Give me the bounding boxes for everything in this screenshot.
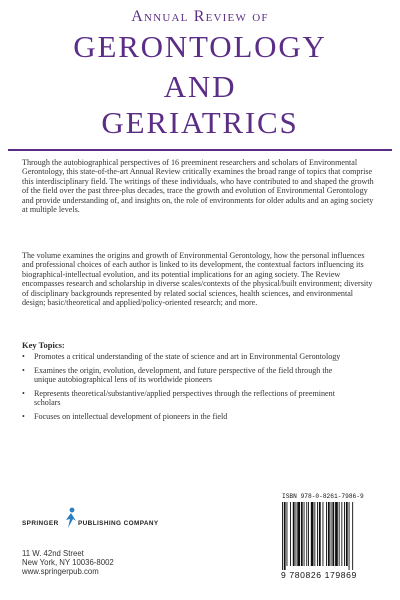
series-title: Annual Review of bbox=[131, 8, 269, 25]
barcode-bar bbox=[346, 502, 348, 566]
key-topic-item bbox=[22, 412, 342, 422]
barcode-bar bbox=[326, 502, 327, 566]
barcode-bar bbox=[296, 502, 297, 566]
publisher-address bbox=[22, 549, 114, 577]
barcode-bar bbox=[317, 502, 318, 566]
publisher-name-right: PUBLISHING COMPANY bbox=[78, 520, 159, 527]
book-title-line-1: GERONTOLOGY bbox=[73, 29, 327, 64]
isbn-barcode bbox=[277, 492, 385, 586]
key-topic-item bbox=[22, 389, 342, 408]
book-title-line-2: AND bbox=[163, 69, 237, 104]
barcode-bar bbox=[331, 502, 332, 566]
bullet-icon: • bbox=[22, 411, 25, 421]
barcode-bar bbox=[344, 502, 345, 566]
barcode-bar bbox=[282, 502, 283, 570]
barcode-bar bbox=[341, 502, 342, 566]
bullet-icon: • bbox=[22, 352, 25, 361]
barcode-bar bbox=[304, 502, 305, 566]
key-topic-text: Focuses on intellectual development of pioneers in the field bbox=[34, 411, 228, 421]
key-topics-list bbox=[22, 352, 342, 426]
barcode-bar bbox=[301, 502, 303, 566]
key-topic-text: Represents theoretical/substantive/applied perspectives through the reflections of preeminent scholars bbox=[34, 388, 335, 408]
publisher-name-left: SPRINGER bbox=[22, 520, 59, 527]
barcode-bar bbox=[293, 502, 295, 566]
barcode-bar bbox=[287, 502, 288, 566]
address-street: 11 W. 42nd Street bbox=[22, 549, 84, 558]
publisher-website-link[interactable]: www.springerpub.com bbox=[22, 567, 99, 577]
description-paragraph-2: The volume examines the origins and growth of Environmental Gerontology, how the personal influences and professional choices of each author is linked to its development, the contextual factors influencing its biographical-intellectual evolution, and its potential implications for an aging society. The Review encompasses research and scholarship in diverse scales/contexts of the physical/built environment; diversity of disciplinary backgrounds represented by related social sciences, health sciences, and environmental design; basic/theoretical and applied/policy-oriented research; and more. bbox=[22, 251, 373, 308]
barcode-bar bbox=[284, 502, 286, 570]
cover-header bbox=[0, 0, 400, 150]
barcode-bar bbox=[314, 502, 315, 566]
description-paragraph-1: Through the autobiographical perspectives of 16 preeminent researchers and scholars of Environmental Gerontology, this state-of-the-art Annual Review critically examines the broad range of topics that comprise this interdisciplinary field. The writings of these individuals, who have contributed to and shaped the growth of the field over the past three-plus decades, trace the growth and evolution of Environmental Gerontology and provide understanding of, and insights on, the role of environments for older adults and an aging society at multiple levels. bbox=[22, 158, 374, 215]
address-city: New York, NY 10036-8002 bbox=[22, 558, 114, 568]
barcode-bar bbox=[328, 502, 330, 566]
barcode-bar bbox=[319, 502, 321, 566]
publisher-logo bbox=[22, 507, 242, 543]
isbn-label: ISBN 978-0-8261-7986-9 bbox=[282, 493, 364, 500]
barcode-bar bbox=[290, 502, 291, 566]
barcode-bar bbox=[308, 502, 309, 566]
barcode-digits: 9 780826 179869 bbox=[281, 570, 357, 580]
key-topic-text: Promotes a critical understanding of the state of science and art in Environmental Gerontology bbox=[34, 352, 341, 361]
barcode-icon bbox=[281, 502, 383, 570]
barcode-bar bbox=[311, 502, 314, 566]
bullet-icon: • bbox=[22, 388, 25, 398]
key-topic-text: Examines the origin, evolution, development, and future perspective of the field through the unique autobiographical lens of its worldwide pioneers bbox=[34, 365, 333, 385]
barcode-bar bbox=[352, 502, 353, 570]
key-topic-item bbox=[22, 366, 342, 385]
barcode-bar bbox=[306, 502, 307, 566]
bullet-icon: • bbox=[22, 365, 25, 375]
barcode-bar bbox=[297, 502, 300, 566]
book-title-line-3: GERIATRICS bbox=[101, 105, 299, 140]
barcode-bar bbox=[339, 502, 340, 566]
barcode-bar bbox=[349, 502, 350, 570]
key-topics-heading: Key Topics: bbox=[22, 340, 65, 350]
barcode-bar bbox=[332, 502, 334, 566]
barcode-bar bbox=[323, 502, 324, 566]
barcode-bar bbox=[335, 502, 338, 566]
key-topic-item bbox=[22, 352, 342, 362]
header-divider bbox=[8, 149, 392, 151]
